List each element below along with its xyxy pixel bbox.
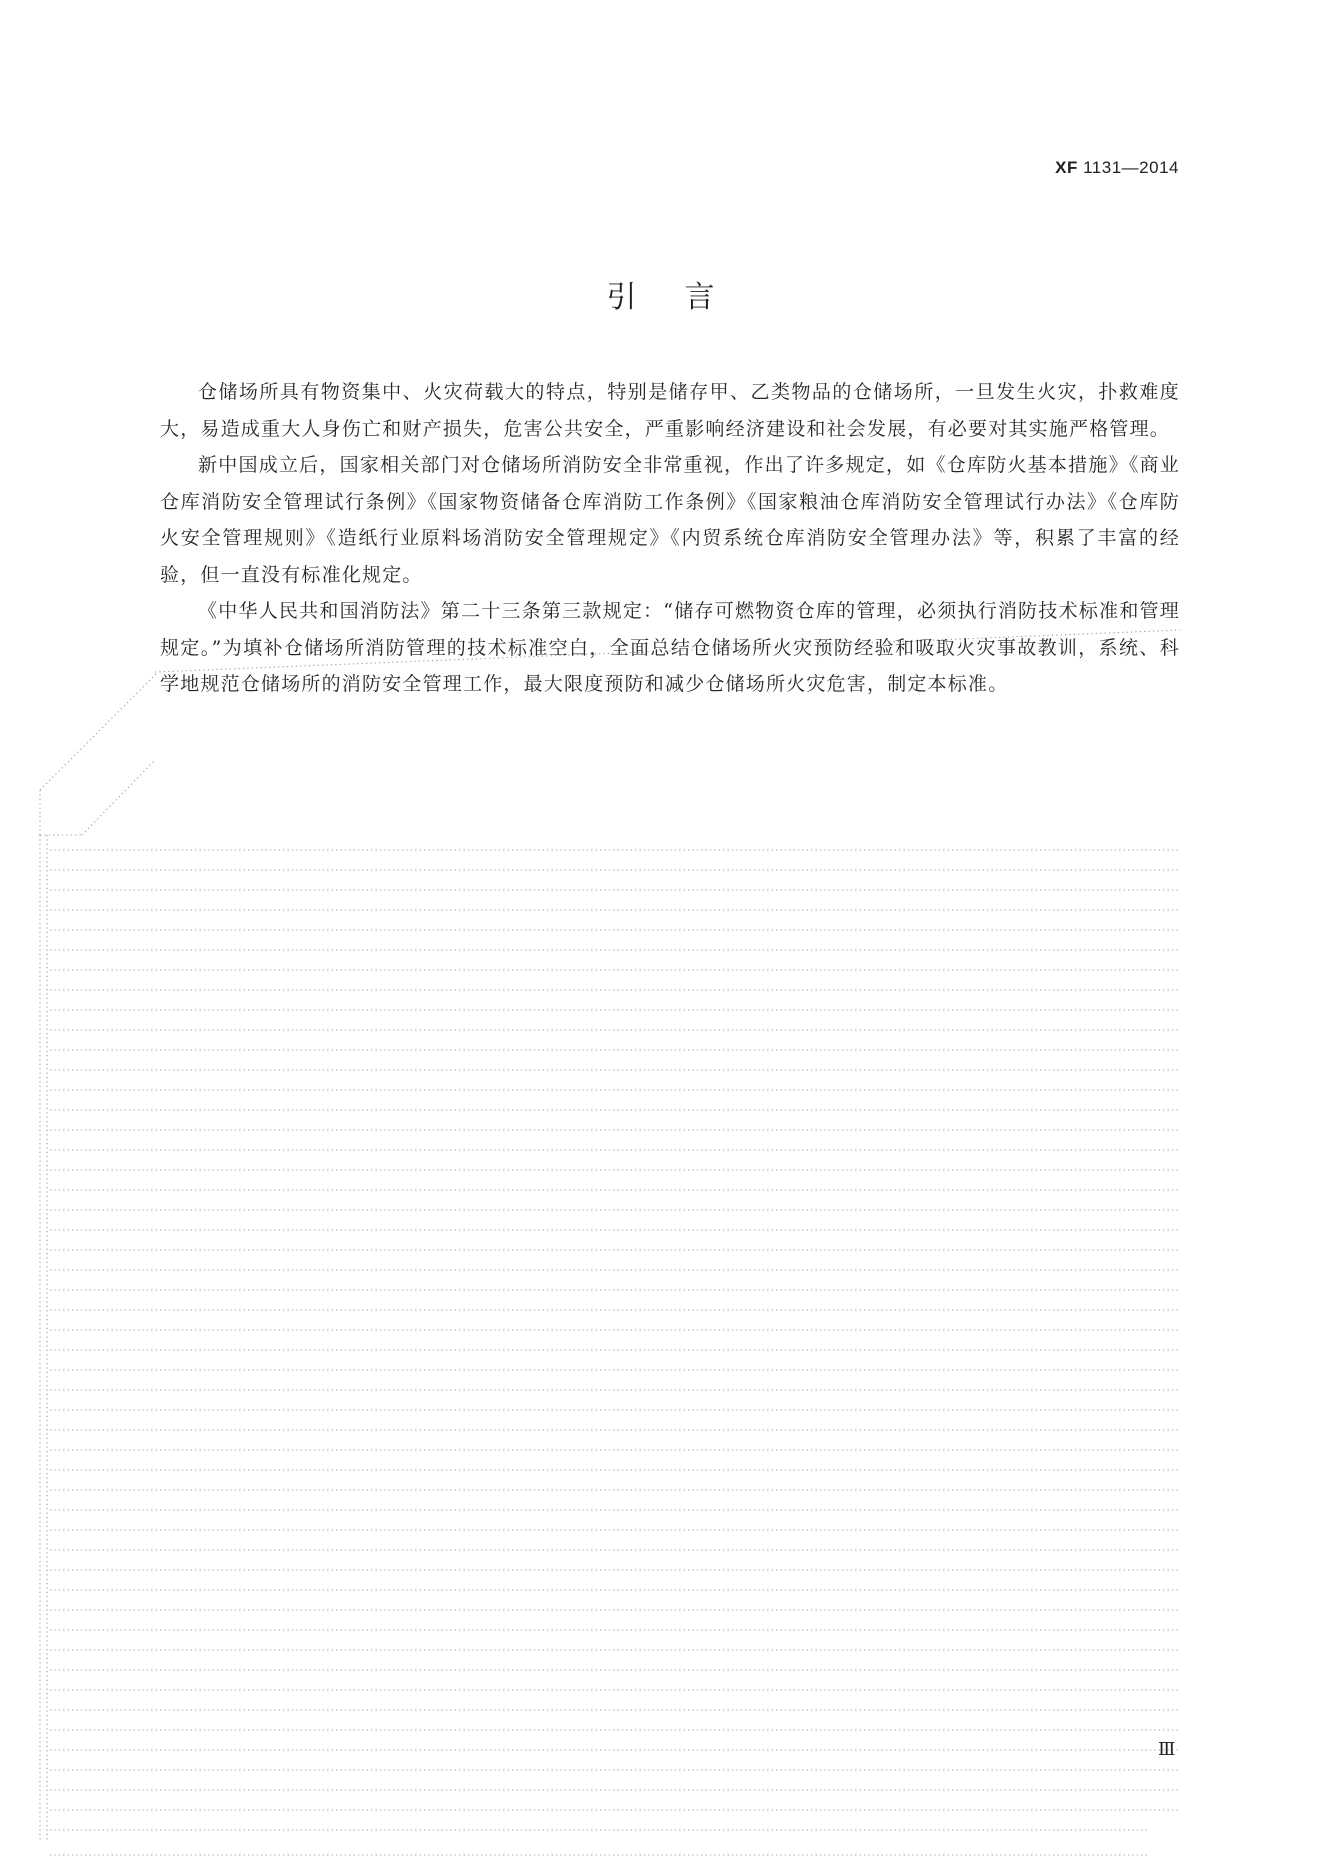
paragraph-1: 仓储场所具有物资集中、火灾荷载大的特点，特别是储存甲、乙类物品的仓储场所，一旦发生火灾，扑救难度大，易造成重大人身伤亡和财产损失，危害公共安全，严重影响经济建设和社会发展，有必要对其实施严格管理。 — [160, 381, 1180, 440]
paragraph-2: 新中国成立后，国家相关部门对仓储场所消防安全非常重视，作出了许多规定，如《仓库防火基本措施》《商业仓库消防安全管理试行条例》《国家物资储备仓库消防工作条例》《国家粮油仓库消防安全管理试行办法》《仓库防火安全管理规则》《造纸行业原料场消防安全管理规定》《内贸系统仓库消防安全管理办法》等，积累了丰富的经验，但一直没有标准化规定。 — [160, 454, 1180, 586]
standard-code — [1055, 158, 1179, 178]
paragraph-3: 《中华人民共和国消防法》第二十三条第三款规定：“储存可燃物资仓库的管理，必须执行消防技术标准和管理规定。”为填补仓储场所消防管理的技术标准空白，全面总结仓储场所火灾预防经验和吸取火灾事故教训，系统、科学地规范仓储场所的消防安全管理工作，最大限度预防和减少仓储场所火灾危害，制定本标准。 — [160, 600, 1180, 695]
introduction-body — [160, 374, 1180, 703]
page-title: 引言 — [606, 280, 763, 315]
page-number: Ⅲ — [1158, 1739, 1176, 1760]
standard-code-prefix: XF — [1055, 158, 1078, 177]
standard-code-number: 1131—2014 — [1077, 158, 1179, 177]
